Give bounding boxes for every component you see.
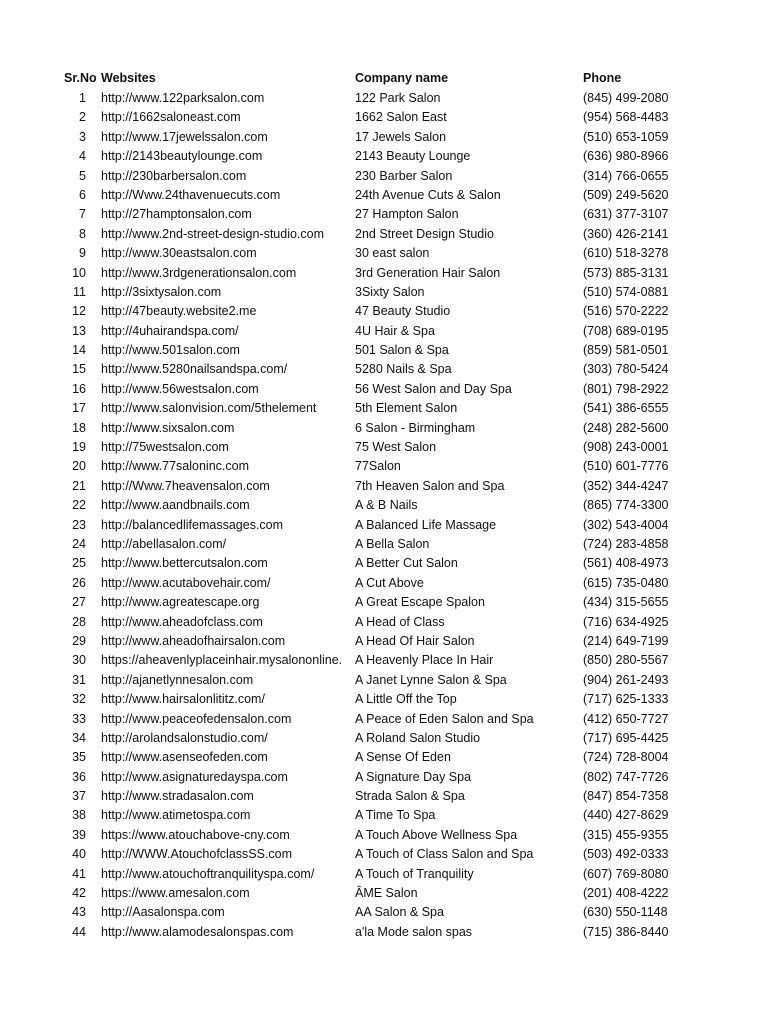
row-company-name: ÂME Salon [355,886,418,901]
row-sr-no: 25 [72,556,86,571]
row-company-name: A Head of Class [355,614,445,629]
row-company-name: A Touch of Tranquility [355,866,474,881]
row-phone: (630) 550-1148 [583,905,668,920]
row-company-name: AA Salon & Spa [355,905,444,920]
table-row [0,554,768,573]
row-phone: (636) 980-8966 [583,149,669,164]
table-row [0,710,768,729]
table-row [0,302,768,321]
row-website: http://www.salonvision.com/5thelement [101,401,317,416]
row-company-name: A Touch of Class Salon and Spa [355,847,534,862]
table-row [0,729,768,748]
row-website: http://www.5280nailsandspa.com/ [101,362,288,377]
row-company-name: 75 West Salon [355,440,437,455]
row-company-name: A Roland Salon Studio [355,730,481,745]
row-website: http://abellasalon.com/ [101,536,227,551]
row-sr-no: 29 [72,633,86,648]
row-sr-no: 39 [72,827,86,842]
table-row [0,419,768,438]
row-sr-no: 11 [73,284,86,299]
row-sr-no: 32 [72,692,86,707]
row-website: http://www.bettercutsalon.com [101,556,268,571]
row-company-name: A & B Nails [355,498,418,513]
row-sr-no: 16 [72,381,86,396]
row-phone: (360) 426-2141 [583,226,669,241]
row-sr-no: 6 [79,187,86,202]
row-website: http://www.alamodesalonspas.com [101,924,294,939]
row-website: http://www.sixsalon.com [101,420,235,435]
row-company-name: A Peace of Eden Salon and Spa [355,711,534,726]
row-website: http://www.3rdgenerationsalon.com [101,265,297,280]
row-phone: (845) 499-2080 [583,91,669,105]
row-phone: (503) 492-0333 [583,847,669,862]
row-website: http://www.peaceofedensalon.com [101,711,292,726]
row-company-name: Strada Salon & Spa [355,789,465,804]
row-phone: (717) 625-1333 [583,692,669,707]
row-company-name: A Heavenly Place In Hair [355,653,494,668]
row-sr-no: 5 [79,168,86,183]
row-sr-no: 14 [72,343,86,358]
row-website: http://4uhairandspa.com/ [101,323,239,338]
row-company-name: 30 east salon [355,246,430,261]
row-website: https://www.atouchabove-cny.com [101,827,290,842]
row-phone: (561) 408-4973 [583,556,669,571]
row-phone: (440) 427-8629 [583,808,669,823]
row-website: http://WWW.AtouchofclassSS.com [101,847,293,862]
row-website: http://www.atimetospa.com [101,808,251,823]
row-website: http://27hamptonsalon.com [101,207,252,222]
row-company-name: A Sense Of Eden [355,750,451,765]
row-company-name: 56 West Salon and Day Spa [355,381,512,396]
row-company-name: 2nd Street Design Studio [355,226,494,241]
row-phone: (847) 854-7358 [583,789,669,804]
row-sr-no: 20 [72,459,86,474]
table-row [0,147,768,166]
row-website: http://www.hairsalonlititz.com/ [101,692,265,707]
table-row [0,205,768,224]
row-sr-no: 30 [72,653,86,668]
table-row [0,380,768,399]
row-sr-no: 35 [72,750,86,765]
table-row [0,651,768,670]
row-website: http://www.56westsalon.com [101,381,259,396]
row-sr-no: 40 [72,847,86,862]
header-websites: Websites [101,71,156,85]
row-company-name: A Balanced Life Massage [355,517,497,532]
row-phone: (717) 695-4425 [583,730,669,745]
row-company-name: A Great Escape Spalon [355,595,485,610]
row-phone: (214) 649-7199 [583,633,669,648]
row-sr-no: 18 [72,420,86,435]
row-website: http://3sixtysalon.com [101,284,222,299]
row-phone: (801) 798-2922 [583,381,669,396]
row-phone: (865) 774-3300 [583,498,669,513]
row-phone: (510) 601-7776 [583,459,669,474]
table-row [0,167,768,186]
table-row [0,457,768,476]
table-header-row [0,68,768,89]
row-website: http://www.17jewelssalon.com [101,129,268,144]
row-sr-no: 28 [72,614,86,629]
row-phone: (541) 386-6555 [583,401,669,416]
row-website: http://arolandsalonstudio.com/ [101,730,268,745]
row-sr-no: 23 [72,517,86,532]
row-website: http://www.501salon.com [101,343,240,358]
table-row [0,884,768,903]
row-sr-no: 17 [72,401,86,416]
row-phone: (615) 735-0480 [583,575,669,590]
row-company-name: a'la Mode salon spas [355,924,473,939]
row-phone: (248) 282-5600 [583,420,669,435]
row-company-name: 122 Park Salon [355,91,441,105]
table-row [0,89,768,108]
row-company-name: 501 Salon & Spa [355,343,449,358]
row-company-name: A Touch Above Wellness Spa [355,827,518,842]
row-phone: (315) 455-9355 [583,827,669,842]
row-website: http://www.asenseofeden.com [101,750,268,765]
row-phone: (510) 574-0881 [583,284,669,299]
table-row [0,787,768,806]
row-sr-no: 13 [72,323,86,338]
table-row [0,826,768,845]
row-company-name: 47 Beauty Studio [355,304,451,319]
table-body [0,89,768,942]
row-website: http://2143beautylounge.com [101,149,263,164]
table-row [0,903,768,922]
row-company-name: A Cut Above [355,575,424,590]
row-company-name: A Bella Salon [355,536,430,551]
table-row [0,613,768,632]
table-row [0,632,768,651]
row-phone: (607) 769-8080 [583,866,669,881]
row-website: http://www.stradasalon.com [101,789,254,804]
header-sr-no: Sr.No [64,71,97,85]
row-company-name: A Better Cut Salon [355,556,458,571]
row-phone: (802) 747-7726 [583,769,669,784]
row-sr-no: 10 [72,265,86,280]
row-phone: (631) 377-3107 [583,207,669,222]
row-website: http://ajanetlynnesalon.com [101,672,254,687]
row-website: http://www.asignaturedayspa.com [101,769,288,784]
row-sr-no: 1 [79,91,86,105]
table-row [0,593,768,612]
table-row [0,516,768,535]
table-row [0,496,768,515]
row-phone: (708) 689-0195 [583,323,669,338]
table-row [0,806,768,825]
table-row [0,108,768,127]
table-row [0,360,768,379]
row-company-name: 24th Avenue Cuts & Salon [355,187,501,202]
row-website: http://Www.7heavensalon.com [101,478,270,493]
row-sr-no: 36 [72,769,86,784]
table-row [0,399,768,418]
table-row [0,845,768,864]
row-sr-no: 31 [72,672,86,687]
row-website: http://www.aandbnails.com [101,498,250,513]
row-sr-no: 42 [72,886,86,901]
row-company-name: 17 Jewels Salon [355,129,447,144]
row-sr-no: 8 [79,226,86,241]
row-company-name: 6 Salon - Birmingham [355,420,476,435]
row-company-name: 7th Heaven Salon and Spa [355,478,505,493]
row-sr-no: 24 [72,536,86,551]
row-phone: (510) 653-1059 [583,129,669,144]
row-sr-no: 43 [72,905,86,920]
table-row [0,748,768,767]
row-company-name: 230 Barber Salon [355,168,453,183]
row-company-name: 5280 Nails & Spa [355,362,452,377]
row-website: http://www.aheadofhairsalon.com [101,633,286,648]
row-phone: (303) 780-5424 [583,362,669,377]
table-row [0,244,768,263]
row-company-name: A Signature Day Spa [355,769,472,784]
table-row [0,690,768,709]
row-phone: (716) 634-4925 [583,614,669,629]
row-company-name: 27 Hampton Salon [355,207,459,222]
row-website: http://balancedlifemassages.com [101,517,284,532]
row-company-name: 1662 Salon East [355,110,447,125]
row-website: https://www.amesalon.com [101,886,250,901]
row-phone: (610) 518-3278 [583,246,669,261]
row-sr-no: 26 [72,575,86,590]
row-website: http://www.122parksalon.com [101,91,265,105]
table-row [0,535,768,554]
row-phone: (859) 581-0501 [583,343,669,358]
table-row [0,865,768,884]
row-sr-no: 7 [79,207,86,222]
row-website: http://Www.24thavenuecuts.com [101,187,281,202]
row-phone: (850) 280-5567 [583,653,669,668]
row-phone: (509) 249-5620 [583,187,669,202]
row-website: http://www.agreatescape.org [101,595,260,610]
row-sr-no: 9 [79,246,86,261]
table-row [0,128,768,147]
row-sr-no: 44 [72,924,86,939]
row-sr-no: 21 [72,478,86,493]
row-sr-no: 38 [72,808,86,823]
row-phone: (904) 261-2493 [583,672,669,687]
row-website: http://Aasalonspa.com [101,905,225,920]
row-phone: (724) 728-8004 [583,750,669,765]
row-website: http://230barbersalon.com [101,168,247,183]
table-row [0,477,768,496]
row-phone: (954) 568-4483 [583,110,669,125]
row-sr-no: 15 [72,362,86,377]
table-row [0,768,768,787]
row-phone: (412) 650-7727 [583,711,669,726]
row-website: http://www.aheadofclass.com [101,614,263,629]
row-phone: (908) 243-0001 [583,440,669,455]
row-sr-no: 22 [72,498,86,513]
table-row [0,322,768,341]
table-row [0,438,768,457]
row-phone: (201) 408-4222 [583,886,669,901]
table-row [0,574,768,593]
row-company-name: 3rd Generation Hair Salon [355,265,501,280]
table-row [0,341,768,360]
row-phone: (724) 283-4858 [583,536,669,551]
row-company-name: 2143 Beauty Lounge [355,149,471,164]
row-company-name: 4U Hair & Spa [355,323,435,338]
table-row [0,923,768,942]
row-website: http://www.30eastsalon.com [101,246,257,261]
row-website: http://1662saloneast.com [101,110,241,125]
row-sr-no: 34 [72,730,86,745]
row-company-name: A Time To Spa [355,808,436,823]
row-sr-no: 12 [72,304,86,319]
row-company-name: 3Sixty Salon [355,284,425,299]
row-phone: (314) 766-0655 [583,168,669,183]
row-phone: (434) 315-5655 [583,595,669,610]
row-phone: (516) 570-2222 [583,304,669,319]
table-row [0,283,768,302]
row-phone: (573) 885-3131 [583,265,669,280]
row-website: http://www.acutabovehair.com/ [101,575,271,590]
row-phone: (715) 386-8440 [583,924,669,939]
row-company-name: 77Salon [355,459,401,474]
row-sr-no: 37 [72,789,86,804]
row-sr-no: 2 [79,110,86,125]
salon-directory-table [0,68,768,942]
row-sr-no: 27 [72,595,86,610]
table-row [0,225,768,244]
row-sr-no: 33 [72,711,86,726]
header-company-name: Company name [355,71,449,85]
row-phone: (352) 344-4247 [583,478,669,493]
row-company-name: A Little Off the Top [355,692,457,707]
table-row [0,671,768,690]
row-sr-no: 41 [72,866,86,881]
row-sr-no: 19 [72,440,86,455]
row-sr-no: 4 [79,149,86,164]
row-website: http://www.77saloninc.com [101,459,249,474]
header-phone: Phone [583,71,622,85]
row-website: http://47beauty.website2.me [101,304,257,319]
row-website: http://www.atouchoftranquilityspa.com/ [101,866,315,881]
row-website: http://75westsalon.com [101,440,229,455]
row-website: https://aheavenlyplaceinhair.mysalononline. [101,653,343,668]
row-company-name: A Janet Lynne Salon & Spa [355,672,507,687]
row-company-name: A Head Of Hair Salon [355,633,475,648]
row-phone: (302) 543-4004 [583,517,669,532]
row-sr-no: 3 [79,129,86,144]
table-row [0,186,768,205]
row-company-name: 5th Element Salon [355,401,458,416]
table-row [0,264,768,283]
row-website: http://www.2nd-street-design-studio.com [101,226,325,241]
